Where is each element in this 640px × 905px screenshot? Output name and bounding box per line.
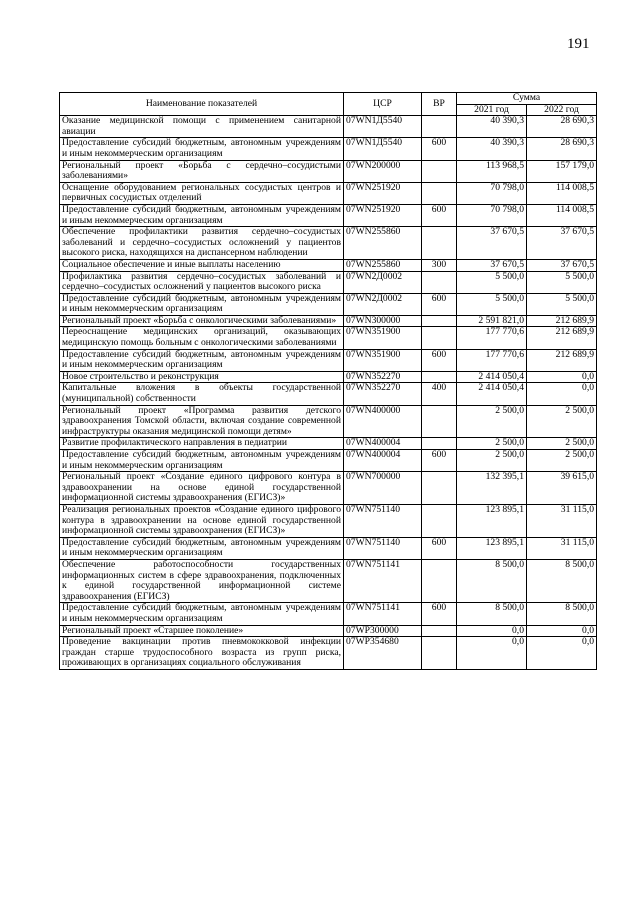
row-csr: 07WP300000 xyxy=(344,625,422,637)
row-sum-2022: 31 115,0 xyxy=(527,537,597,559)
row-sum-2021: 5 500,0 xyxy=(457,271,527,293)
row-sum-2021: 70 798,0 xyxy=(457,182,527,204)
row-vr: 600 xyxy=(422,138,457,160)
row-sum-2021: 37 670,5 xyxy=(457,227,527,260)
row-csr: 07WP354680 xyxy=(344,637,422,670)
table-row xyxy=(60,227,597,260)
row-name: Региональный проект «Программа развития детского здравоохранения Томской области, включая создание современной инфраструктуры оказания медицинской помощи детям» xyxy=(60,405,344,438)
row-vr xyxy=(422,182,457,204)
table-row xyxy=(60,450,597,472)
row-name: Предоставление субсидий бюджетным, автономным учреждениям и иным некоммерческим организациям xyxy=(60,138,344,160)
row-vr xyxy=(422,315,457,327)
row-vr xyxy=(422,227,457,260)
row-sum-2022: 2 500,0 xyxy=(527,405,597,438)
row-name: Проведение вакцинации против пневмококковой инфекции граждан старше трудоспособного возраста из групп риска, проживающих в организациях социального обслуживания xyxy=(60,637,344,670)
row-csr: 07WN300000 xyxy=(344,315,422,327)
row-name: Оказание медицинской помощи с применением санитарной авиации xyxy=(60,116,344,138)
row-csr: 07WN200000 xyxy=(344,160,422,182)
row-name: Развитие профилактического направления в педиатрии xyxy=(60,438,344,450)
row-csr: 07WN255860 xyxy=(344,259,422,271)
row-sum-2022: 2 500,0 xyxy=(527,438,597,450)
row-sum-2021: 70 798,0 xyxy=(457,204,527,226)
table-row xyxy=(60,349,597,371)
row-csr: 07WN352270 xyxy=(344,371,422,383)
header-row xyxy=(60,93,597,105)
row-vr xyxy=(422,472,457,505)
table-row xyxy=(60,504,597,537)
row-vr: 600 xyxy=(422,603,457,625)
row-csr: 07WN352270 xyxy=(344,383,422,405)
table-row xyxy=(60,116,597,138)
row-csr: 07WN400000 xyxy=(344,405,422,438)
header-year-2022: 2022 год xyxy=(527,104,597,116)
table-row xyxy=(60,327,597,349)
row-sum-2022: 114 008,5 xyxy=(527,204,597,226)
row-csr: 07WN751140 xyxy=(344,504,422,537)
row-sum-2022: 28 690,3 xyxy=(527,138,597,160)
page-number: 191 xyxy=(567,36,590,52)
table-row xyxy=(60,371,597,383)
row-vr: 600 xyxy=(422,204,457,226)
table-row xyxy=(60,138,597,160)
row-vr: 600 xyxy=(422,349,457,371)
row-csr: 07WN1Д5540 xyxy=(344,138,422,160)
row-csr: 07WN751141 xyxy=(344,603,422,625)
row-name: Социальное обеспечение и иные выплаты населению xyxy=(60,259,344,271)
row-csr: 07WN255860 xyxy=(344,227,422,260)
row-sum-2021: 2 500,0 xyxy=(457,405,527,438)
row-sum-2021: 40 390,3 xyxy=(457,138,527,160)
budget-table xyxy=(59,92,597,670)
row-sum-2021: 2 591 821,0 xyxy=(457,315,527,327)
row-sum-2021: 2 414 050,4 xyxy=(457,383,527,405)
header-name: Наименование показателей xyxy=(60,93,344,116)
row-name: Предоставление субсидий бюджетным, автономным учреждениям и иным некоммерческим организациям xyxy=(60,293,344,315)
row-name: Предоставление субсидий бюджетным, автономным учреждениям и иным некоммерческим организациям xyxy=(60,537,344,559)
table-row xyxy=(60,405,597,438)
row-sum-2021: 0,0 xyxy=(457,637,527,670)
row-sum-2021: 177 770,6 xyxy=(457,327,527,349)
row-name: Новое строительство и реконструкция xyxy=(60,371,344,383)
table-row xyxy=(60,293,597,315)
row-vr xyxy=(422,371,457,383)
table-body xyxy=(60,116,597,670)
row-vr xyxy=(422,116,457,138)
row-vr xyxy=(422,559,457,602)
row-sum-2021: 2 500,0 xyxy=(457,438,527,450)
row-sum-2021: 123 895,1 xyxy=(457,537,527,559)
table-row xyxy=(60,603,597,625)
row-name: Реализация региональных проектов «Создание единого цифрового контура в здравоохранении на основе единой государственной информационной системы здравоохранения (ЕГИСЗ)» xyxy=(60,504,344,537)
row-sum-2022: 39 615,0 xyxy=(527,472,597,505)
row-sum-2022: 212 689,9 xyxy=(527,327,597,349)
row-vr xyxy=(422,271,457,293)
row-sum-2022: 0,0 xyxy=(527,637,597,670)
table-row xyxy=(60,537,597,559)
row-sum-2022: 212 689,9 xyxy=(527,349,597,371)
row-sum-2022: 157 179,0 xyxy=(527,160,597,182)
row-vr xyxy=(422,625,457,637)
row-vr: 600 xyxy=(422,293,457,315)
row-sum-2022: 5 500,0 xyxy=(527,271,597,293)
table-row xyxy=(60,315,597,327)
header-vr: ВР xyxy=(422,93,457,116)
row-name: Региональный проект «Старшее поколение» xyxy=(60,625,344,637)
row-name: Региональный проект «Борьба с онкологическими заболеваниями» xyxy=(60,315,344,327)
header-year-2021: 2021 год xyxy=(457,104,527,116)
row-sum-2022: 0,0 xyxy=(527,383,597,405)
header-sum: Сумма xyxy=(457,93,597,105)
row-csr: 07WN251920 xyxy=(344,204,422,226)
row-csr: 07WN351900 xyxy=(344,349,422,371)
table-row xyxy=(60,637,597,670)
row-sum-2021: 40 390,3 xyxy=(457,116,527,138)
row-sum-2022: 0,0 xyxy=(527,625,597,637)
row-sum-2022: 2 500,0 xyxy=(527,450,597,472)
row-vr: 600 xyxy=(422,537,457,559)
row-sum-2021: 0,0 xyxy=(457,625,527,637)
row-name: Предоставление субсидий бюджетным, автономным учреждениям и иным некоммерческим организациям xyxy=(60,349,344,371)
table-row xyxy=(60,383,597,405)
row-sum-2021: 8 500,0 xyxy=(457,559,527,602)
row-name: Региональный проект «Борьба с сердечно–сосудистыми заболеваниями» xyxy=(60,160,344,182)
row-name: Региональный проект «Создание единого цифрового контура в здравоохранении на основе единой государственной информационной системы здравоохранения (ЕГИСЗ)» xyxy=(60,472,344,505)
row-name: Обеспечение работоспособности государственных информационных систем в сфере здравоохранения, подключенных к единой государственной информационной системе здравоохранения (ЕГИСЗ) xyxy=(60,559,344,602)
row-sum-2021: 177 770,6 xyxy=(457,349,527,371)
table-row xyxy=(60,204,597,226)
row-name: Профилактика развития сердечно–сосудистых заболеваний и сердечно–сосудистых осложнений у пациентов высокого риска xyxy=(60,271,344,293)
row-sum-2021: 132 395,1 xyxy=(457,472,527,505)
row-name: Предоставление субсидий бюджетным, автономным учреждениям и иным некоммерческим организациям xyxy=(60,204,344,226)
table-row xyxy=(60,160,597,182)
row-csr: 07WN1Д5540 xyxy=(344,116,422,138)
row-csr: 07WN751141 xyxy=(344,559,422,602)
row-csr: 07WN400004 xyxy=(344,438,422,450)
row-vr xyxy=(422,637,457,670)
row-sum-2022: 37 670,5 xyxy=(527,259,597,271)
row-name: Переоснащение медицинских организаций, оказывающих медицинскую помощь больным с онкологическими заболеваниями xyxy=(60,327,344,349)
table-row xyxy=(60,625,597,637)
row-sum-2021: 2 414 050,4 xyxy=(457,371,527,383)
row-sum-2021: 8 500,0 xyxy=(457,603,527,625)
row-sum-2021: 37 670,5 xyxy=(457,259,527,271)
row-vr xyxy=(422,160,457,182)
row-name: Предоставление субсидий бюджетным, автономным учреждениям и иным некоммерческим организациям xyxy=(60,450,344,472)
row-sum-2021: 2 500,0 xyxy=(457,450,527,472)
row-csr: 07WN751140 xyxy=(344,537,422,559)
row-sum-2021: 5 500,0 xyxy=(457,293,527,315)
row-sum-2022: 5 500,0 xyxy=(527,293,597,315)
row-csr: 07WN2Д0002 xyxy=(344,293,422,315)
row-csr: 07WN700000 xyxy=(344,472,422,505)
row-vr xyxy=(422,438,457,450)
table-row xyxy=(60,438,597,450)
row-vr: 600 xyxy=(422,450,457,472)
table-row xyxy=(60,259,597,271)
row-sum-2022: 31 115,0 xyxy=(527,504,597,537)
row-vr: 300 xyxy=(422,259,457,271)
row-sum-2022: 8 500,0 xyxy=(527,559,597,602)
row-sum-2022: 0,0 xyxy=(527,371,597,383)
row-sum-2021: 113 968,5 xyxy=(457,160,527,182)
row-vr xyxy=(422,405,457,438)
table-row xyxy=(60,472,597,505)
row-name: Оснащение оборудованием региональных сосудистых центров и первичных сосудистых отделений xyxy=(60,182,344,204)
row-vr xyxy=(422,327,457,349)
row-name: Предоставление субсидий бюджетным, автономным учреждениям и иным некоммерческим организациям xyxy=(60,603,344,625)
row-csr: 07WN2Д0002 xyxy=(344,271,422,293)
row-sum-2021: 123 895,1 xyxy=(457,504,527,537)
row-sum-2022: 37 670,5 xyxy=(527,227,597,260)
row-sum-2022: 114 008,5 xyxy=(527,182,597,204)
row-csr: 07WN351900 xyxy=(344,327,422,349)
row-sum-2022: 8 500,0 xyxy=(527,603,597,625)
row-vr: 400 xyxy=(422,383,457,405)
row-name: Капитальные вложения в объекты государственной (муниципальной) собственности xyxy=(60,383,344,405)
table-row xyxy=(60,182,597,204)
table-row xyxy=(60,559,597,602)
row-sum-2022: 28 690,3 xyxy=(527,116,597,138)
row-name: Обеспечение профилактики развития сердечно–сосудистых заболеваний и сердечно–сосудистых осложнений у пациентов высокого риска, находящихся на диспансерном наблюдении xyxy=(60,227,344,260)
row-sum-2022: 212 689,9 xyxy=(527,315,597,327)
header-csr: ЦСР xyxy=(344,93,422,116)
table-row xyxy=(60,271,597,293)
row-csr: 07WN400004 xyxy=(344,450,422,472)
row-vr xyxy=(422,504,457,537)
row-csr: 07WN251920 xyxy=(344,182,422,204)
